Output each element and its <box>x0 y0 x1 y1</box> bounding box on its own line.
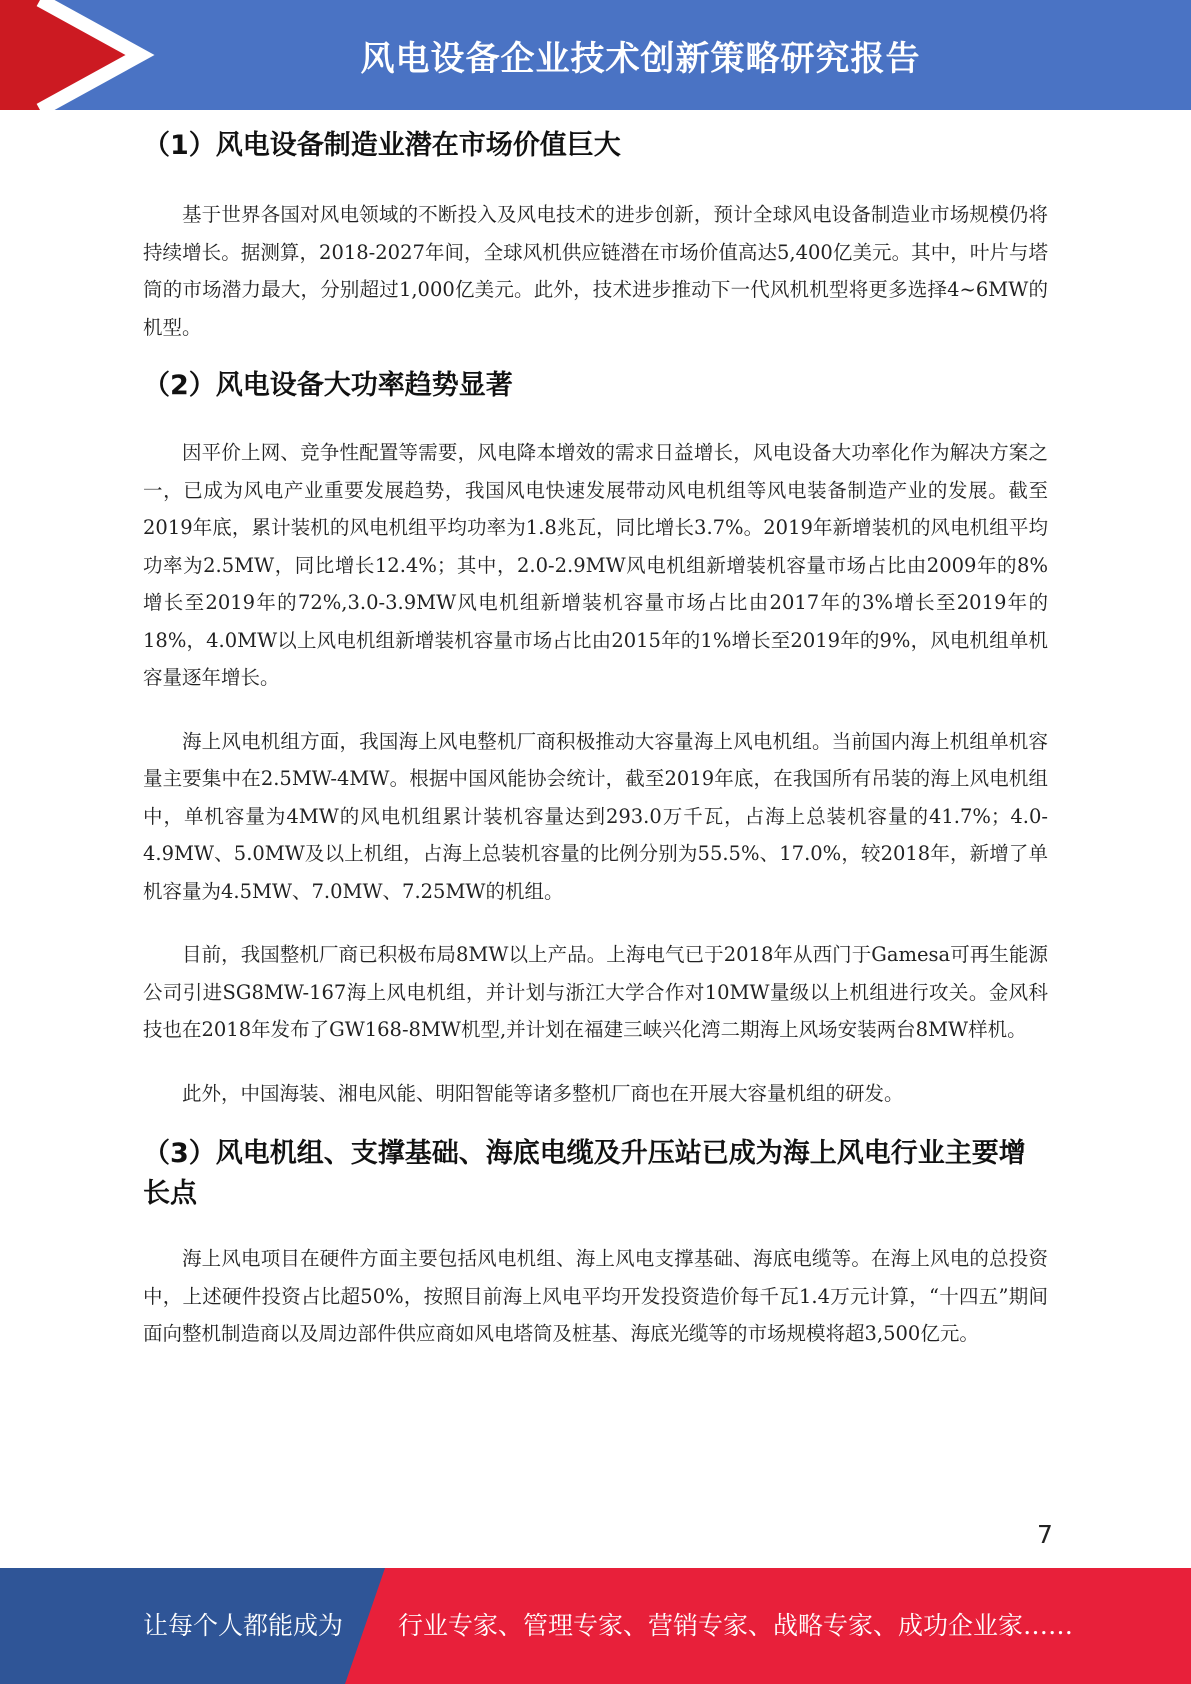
paragraph: 基于世界各国对风电领域的不断投入及风电技术的进步创新，预计全球风电设备制造业市场规模仍将持续增长。据测算，2018-2027年间，全球风机供应链潜在市场价值高达5,400亿美元。其中，叶片与塔筒的市场潜力最大，分别超过1,000亿美元。此外，技术进步推动下一代风机机型将更多选择4~6MW的机型。 <box>143 203 1048 339</box>
paragraph: 海上风电项目在硬件方面主要包括风电机组、海上风电支撑基础、海底电缆等。在海上风电的总投资中，上述硬件投资占比超50%，按照目前海上风电平均开发投资造价每千瓦1.4万元计算，“十四五”期间面向整机制造商以及周边部件供应商如风电塔筒及桩基、海底光缆等的市场规模将超3,500亿元。 <box>143 1247 1048 1345</box>
paragraph: 目前，我国整机厂商已积极布局8MW以上产品。上海电气已于2018年从西门于Gamesa可再生能源公司引进SG8MW-167海上风电机组，并计划与浙江大学合作对10MW量级以上机组进行攻关。金风科技也在2018年发布了GW168-8MW机型,并计划在福建三峡兴化湾二期海上风场安装两台8MW样机。 <box>143 943 1048 1041</box>
footer-slogan-right: 行业专家、管理专家、营销专家、战略专家、成功企业家…… <box>398 1611 1074 1640</box>
paragraph: 因平价上网、竞争性配置等需要，风电降本增效的需求日益增长，风电设备大功率化作为解决方案之一，已成为风电产业重要发展趋势，我国风电快速发展带动风电机组等风电装备制造产业的发展。截至2019年底，累计装机的风电机组平均功率为1.8兆瓦，同比增长3.7%。2019年新增装机的风电机组平均功率为2.5MW，同比增长12.4%；其中，2.0-2.9MW风电机组新增装机容量市场占比由2009年的8%增长至2019年的72%,3.0-3.9MW风电机组新增装机容量市场占比由2017年的3%增长至2019年的18%，4.0MW以上风电机组新增装机容量市场占比由2015年的1%增长至2019年的9%，风电机组单机容量逐年增长。 <box>143 441 1048 689</box>
main-content <box>143 126 1048 1353</box>
footer-slogan-left: 让每个人都能成为 <box>143 1611 344 1640</box>
paragraph: 海上风电机组方面，我国海上风电整机厂商积极推动大容量海上风电机组。当前国内海上机组单机容量主要集中在2.5MW-4MW。根据中国风能协会统计，截至2019年底，在我国所有吊装的海上风电机组中，单机容量为4MW的风电机组累计装机容量达到293.0万千瓦，占海上总装机容量的41.7%；4.0-4.9MW、5.0MW及以上机组，占海上总装机容量的比例分别为55.5%、17.0%，较2018年，新增了单机容量为4.5MW、7.0MW、7.25MW的机组。 <box>143 729 1048 903</box>
page-number: 7 <box>1037 1520 1053 1549</box>
paragraph: 此外，中国海装、湘电风能、明阳智能等诸多整机厂商也在开展大容量机组的研发。 <box>182 1081 904 1105</box>
section-heading-2: （2）风电设备大功率趋势显著 <box>143 370 513 401</box>
section-heading-3: （3）风电机组、支撑基础、海底电缆及升压站已成为海上风电行业主要增长点 <box>143 1138 1026 1209</box>
page-footer <box>0 1568 1191 1684</box>
section-heading-1: （1）风电设备制造业潜在市场价值巨大 <box>143 130 621 161</box>
page-header <box>0 0 1191 110</box>
report-title: 风电设备企业技术创新策略研究报告 <box>360 38 921 79</box>
